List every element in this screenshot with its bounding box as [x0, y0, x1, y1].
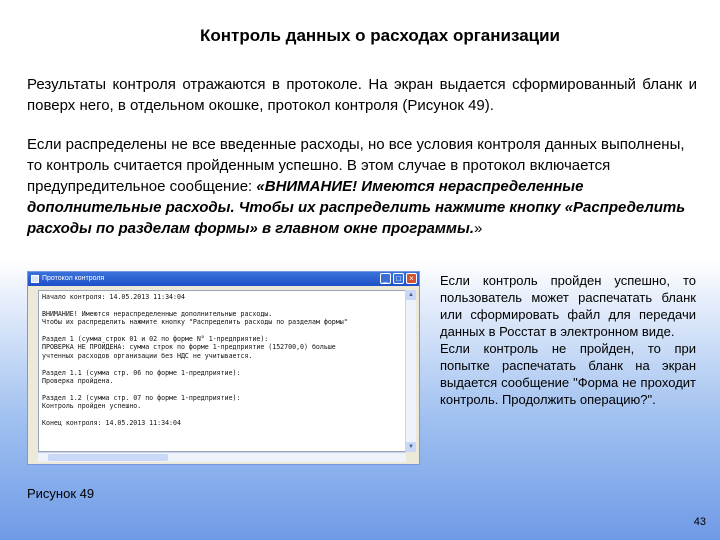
minimize-button[interactable]: _: [380, 273, 391, 284]
protocol-line: ПРОВЕРКА НЕ ПРОЙДЕНА: сумма строк по форме 1-предприятие (152700,0) больше: [42, 343, 336, 352]
vertical-scrollbar[interactable]: [405, 290, 416, 452]
slide-title: Контроль данных о расходах организации: [200, 26, 560, 45]
page-number: 43: [693, 516, 706, 528]
protocol-line: Раздел 1.2 (сумма стр. 07 по форме 1-предприятие):: [42, 393, 241, 402]
protocol-line: ВНИМАНИЕ! Имеются нераспределенные дополнительные расходы.: [42, 309, 273, 318]
figure-caption: Рисунок 49: [27, 486, 95, 501]
window-gutter: [29, 290, 37, 452]
protocol-line: [42, 301, 412, 309]
side-description: [440, 272, 696, 408]
protocol-line: Проверка пройдена.: [42, 376, 114, 385]
paragraph-warning: [27, 134, 697, 239]
window-controls: [380, 273, 417, 284]
paragraph-warning-intro: Если распределены не все введенные расходы, но все условия контроля данных выполнены, то контроль считается пройденным успешно. В этом случае в протокол включается предупредительное сообщение:: [27, 136, 685, 195]
protocol-line: Начало контроля: 14.05.2013 11:34:04: [42, 293, 185, 301]
side-paragraph-success: Если контроль пройден успешно, то пользователь может распечатать бланк или сформировать файл для передачи данных в Росстат в электронном виде.: [440, 273, 696, 339]
paragraph-results: Результаты контроля отражаются в протоколе. На экран выдается сформированный бланк и поверх него, в отдельном окошке, протокол контроля (Рисунок 49).: [27, 76, 697, 114]
side-paragraph-failure: Если контроль не пройден, то при попытке распечатать бланк на экран выдается сообщение "Форма не проходит контроль. Продолжить операцию?".: [440, 341, 696, 407]
protocol-line: Конец контроля: 14.05.2013 11:34:04: [42, 418, 181, 427]
window-titlebar[interactable]: [28, 272, 419, 286]
window-title: Протокол контроля: [42, 275, 105, 282]
protocol-line: Контроль пройден успешно.: [42, 402, 142, 411]
scroll-up-icon[interactable]: ▲: [406, 290, 416, 300]
scroll-down-icon[interactable]: ▼: [406, 442, 416, 452]
horizontal-scroll-thumb[interactable]: [48, 454, 168, 461]
horizontal-scrollbar[interactable]: [38, 452, 406, 462]
protocol-line: [42, 327, 412, 335]
protocol-line: Чтобы их распределить нажмите кнопку "Распределить расходы по разделам формы": [42, 318, 348, 327]
maximize-button[interactable]: □: [393, 273, 404, 284]
warning-message: «ВНИМАНИЕ! Имеются нераспределенные дополнительные расходы. Чтобы их распределить нажмите кнопку «Распределить расходы по разделам формы» в главном окне программы.: [27, 178, 686, 237]
protocol-line: [42, 385, 412, 393]
protocol-window: [27, 271, 420, 465]
protocol-text-area[interactable]: [38, 290, 416, 452]
close-button[interactable]: ×: [406, 273, 417, 284]
protocol-line: Раздел 1.1 (сумма стр. 06 по форме 1-предприятие):: [42, 368, 241, 377]
protocol-line: учтенных расходов организации без НДС не учитывается.: [42, 351, 253, 360]
protocol-line: Раздел 1 (сумма строк 01 и 02 по форме N° 1-предприятие):: [42, 334, 269, 343]
protocol-line: [42, 360, 412, 368]
protocol-line: [42, 410, 412, 418]
app-icon: [31, 275, 39, 283]
paragraph-warning-tail: »: [474, 220, 483, 237]
